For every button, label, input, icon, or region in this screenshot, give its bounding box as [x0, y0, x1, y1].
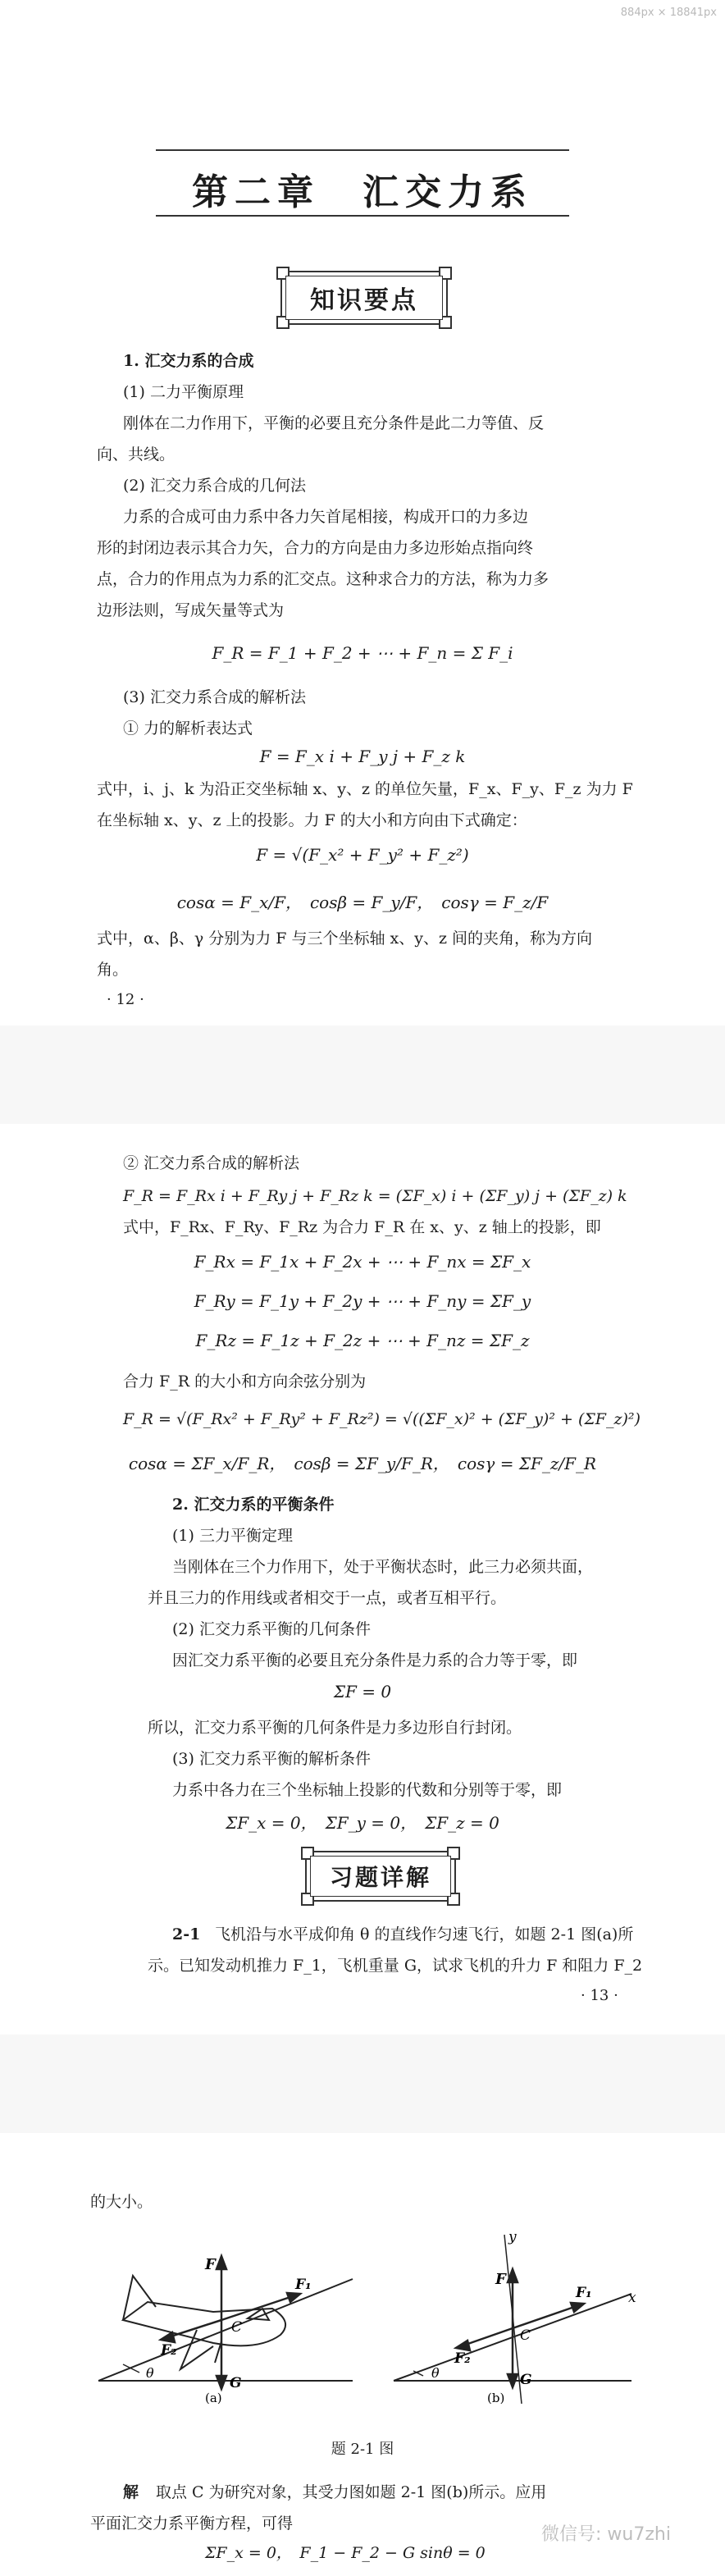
chapter-title: 第二章 汇交力系	[192, 171, 533, 213]
text-line: 式中，i、j、k 为沿正交坐标轴 x、y、z 的单位矢量，F_x、F_y、F_z 为力 F	[97, 780, 633, 798]
equation-fr-cosines: cosα = ΣF_x/F_R， cosβ = ΣF_y/F_R， cosγ = ΣF_z/F_R	[128, 1454, 597, 1473]
chapter-rule-top	[156, 149, 569, 151]
text-line: 当刚体在三个力作用下，处于平衡状态时，此三力必须共面，	[172, 1558, 594, 1576]
page-13	[0, 1124, 725, 2035]
image-size-tag: 884px × 18841px	[620, 7, 717, 19]
text-line: 式中，F_Rx、F_Ry、F_Rz 为合力 F_R 在 x、y、z 轴上的投影，即	[123, 1218, 601, 1236]
equation-magnitude: F = √(F_x² + F_y² + F_z²)	[256, 845, 469, 865]
equation-frz: F_Rz = F_1z + F_2z + ⋯ + F_nz = ΣF_z	[195, 1331, 530, 1350]
label-F: F	[205, 2256, 216, 2273]
label-b: (b)	[487, 2391, 505, 2404]
label-F1: F₁	[576, 2285, 592, 2301]
heading-1-3b: ② 汇交力系合成的解析法	[123, 1154, 300, 1172]
figure-caption: 题 2-1 图	[331, 2441, 394, 2458]
label-G: G	[520, 2372, 532, 2388]
text-line: 边形法则，写成矢量等式为	[97, 601, 285, 619]
watermark: 微信号: wu7zhi	[541, 2524, 671, 2545]
label-F2: F₂	[454, 2350, 471, 2367]
label-theta: θ	[146, 2365, 154, 2381]
heading-2-1: (1) 三力平衡定理	[172, 1527, 293, 1545]
heading-1-3a: ① 力的解析表达式	[123, 719, 253, 738]
text-line: 力系的合成可由力系中各力矢首尾相接，构成开口的力多边	[123, 508, 529, 526]
equation-frx: F_Rx = F_1x + F_2x + ⋯ + F_nx = ΣF_x	[194, 1252, 531, 1272]
equation-solution-1: ΣF_x = 0， F_1 − F_2 − G sinθ = 0	[205, 2544, 486, 2562]
label-F: F	[495, 2271, 506, 2288]
heading-2-3: (3) 汇交力系平衡的解析条件	[172, 1750, 371, 1768]
section-title-box-exercises	[305, 1851, 456, 1902]
text-line: 力系中各力在三个坐标轴上投影的代数和分别等于零，即	[172, 1781, 563, 1799]
page-number: · 12 ·	[107, 991, 144, 1008]
heading-1-3: (3) 汇交力系合成的解析法	[123, 688, 306, 706]
equation-sum-xyz: ΣF_x = 0， ΣF_y = 0， ΣF_z = 0	[226, 1813, 499, 1833]
label-a: (a)	[205, 2391, 222, 2404]
heading-1-2: (2) 汇交力系合成的几何法	[123, 477, 306, 495]
text-line: 因汇交力系平衡的必要且充分条件是力系的合力等于零，即	[172, 1651, 578, 1669]
solution-label: 解	[123, 2483, 139, 2501]
label-y: y	[508, 2229, 517, 2245]
label-C: C	[231, 2319, 243, 2336]
label-C: C	[520, 2327, 531, 2344]
label-theta: θ	[431, 2365, 440, 2381]
label-F2: F₂	[161, 2342, 177, 2359]
page-gap	[0, 2035, 725, 2133]
page-12	[0, 0, 725, 1025]
text-line: 的大小。	[90, 2193, 153, 2211]
heading-2: 2. 汇交力系的平衡条件	[172, 1496, 335, 1514]
equation-resultant: F_R = F_Rx i + F_Ry j + F_Rz k = (ΣF_x) i + (ΣF_y) j + (ΣF_z) k	[123, 1187, 627, 1205]
text-line: 角。	[97, 961, 129, 979]
equation-fr-magnitude: F_R = √(F_Rx² + F_Ry² + F_Rz²) = √((ΣF_x)² + (ΣF_y)² + (ΣF_z)²)	[123, 1410, 641, 1428]
label-F1: F₁	[295, 2277, 312, 2293]
heading-1: 1. 汇交力系的合成	[123, 352, 254, 370]
text-line: 点，合力的作用点为力系的汇交点。这种求合力的方法，称为力多	[97, 570, 549, 588]
text-line: 向、共线。	[97, 445, 176, 464]
page-14	[0, 2133, 725, 2576]
text-line: 所以，汇交力系平衡的几何条件是力多边形自行封闭。	[148, 1719, 522, 1737]
section-title-knowledge: 知识要点	[285, 276, 443, 320]
text-line: 示。已知发动机推力 F_1，飞机重量 G，试求飞机的升力 F 和阻力 F_2	[148, 1957, 643, 1975]
chapter-rule-bottom	[156, 215, 569, 217]
figure-2-1a	[90, 2223, 361, 2404]
section-title-box-knowledge	[280, 271, 448, 325]
equation-vector-sum: F_R = F_1 + F_2 + ⋯ + F_n = Σ F_i	[212, 643, 513, 663]
problem-number: 2-1	[172, 1925, 201, 1943]
heading-1-1: (1) 二力平衡原理	[123, 383, 244, 401]
text-line: 取点 C 为研究对象，其受力图如题 2-1 图(b)所示。应用	[156, 2483, 547, 2501]
section-title-exercises: 习题详解	[310, 1856, 451, 1897]
page-number: · 13 ·	[581, 1987, 618, 2004]
text-line: 刚体在二力作用下，平衡的必要且充分条件是此二力等值、反	[123, 414, 545, 432]
heading-2-2: (2) 汇交力系平衡的几何条件	[172, 1620, 371, 1638]
text-line: 平面汇交力系平衡方程，可得	[90, 2514, 294, 2533]
text-line: 合力 F_R 的大小和方向余弦分别为	[123, 1372, 367, 1391]
text-line: 并且三力的作用线或者相交于一点，或者互相平行。	[148, 1589, 507, 1607]
equation-direction-cosines: cosα = F_x/F， cosβ = F_y/F， cosγ = F_z/F	[176, 893, 549, 912]
equation-fry: F_Ry = F_1y + F_2y + ⋯ + F_ny = ΣF_y	[194, 1291, 531, 1311]
text-line: 飞机沿与水平成仰角 θ 的直线作匀速飞行，如题 2-1 图(a)所	[215, 1925, 634, 1943]
text-line: 在坐标轴 x、y、z 上的投影。力 F 的大小和方向由下式确定：	[97, 811, 527, 829]
text-line: 形的封闭边表示其合力矢，合力的方向是由力多边形始点指向终	[97, 539, 534, 557]
label-x: x	[628, 2290, 636, 2306]
equation-force: F = F_x i + F_y j + F_z k	[259, 747, 466, 766]
figure-2-1b	[385, 2223, 648, 2404]
equation-sum-zero: ΣF = 0	[333, 1682, 392, 1701]
label-G: G	[230, 2375, 242, 2391]
text-line: 式中，α、β、γ 分别为力 F 与三个坐标轴 x、y、z 间的夹角，称为方向	[97, 929, 593, 948]
page-gap	[0, 1025, 725, 1124]
